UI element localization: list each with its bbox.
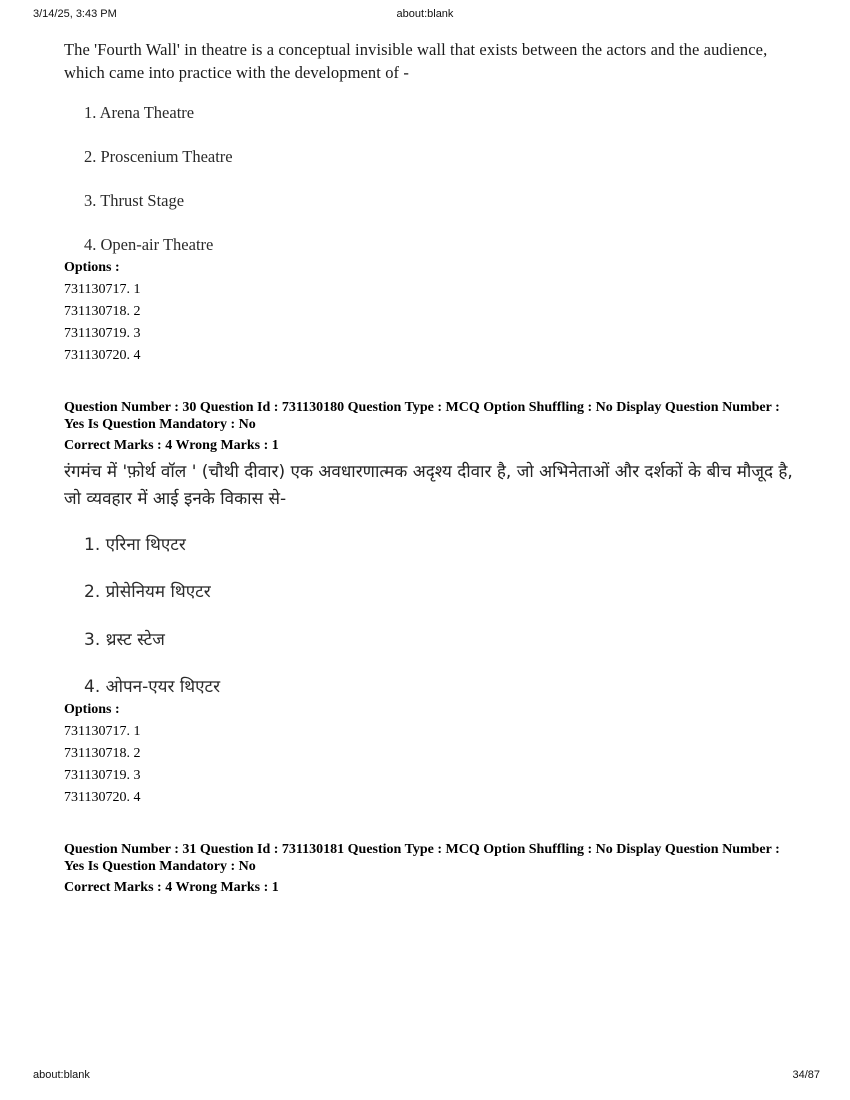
q29-option-3: 731130719. 3	[64, 326, 141, 341]
q29-option-4: 731130720. 4	[64, 348, 141, 363]
footer-url: about:blank	[33, 1069, 90, 1081]
q30-choice-3: 3. थ्रस्ट स्टेज	[84, 630, 165, 650]
page-number: 34/87	[792, 1069, 820, 1081]
q29-choice-4: 4. Open-air Theatre	[84, 235, 214, 254]
q30-option-1: 731130717. 1	[64, 724, 141, 739]
q29-choice-1: 1. Arena Theatre	[84, 103, 195, 122]
q30-choice-4: 4. ओपन-एयर थिएटर	[84, 677, 221, 697]
q30-options-label: Options :	[64, 702, 120, 717]
q30-option-4: 731130720. 4	[64, 790, 141, 805]
q29-choice-2: 2. Proscenium Theatre	[84, 147, 233, 166]
q29-options-label: Options :	[64, 260, 120, 275]
q31-marks: Correct Marks : 4 Wrong Marks : 1	[64, 880, 279, 895]
q30-option-2: 731130718. 2	[64, 746, 141, 761]
q30-option-3: 731130719. 3	[64, 768, 141, 783]
q30-marks: Correct Marks : 4 Wrong Marks : 1	[64, 438, 279, 453]
q29-choice-3: 3. Thrust Stage	[84, 191, 185, 210]
print-url: about:blank	[396, 8, 454, 20]
q30-choice-2: 2. प्रोसेनियम थिएटर	[84, 582, 211, 602]
q30-choice-1: 1. एरिना थिएटर	[84, 535, 186, 555]
print-datetime: 3/14/25, 3:43 PM	[33, 8, 117, 20]
question-30-text: रंगमंच में 'फ़ोर्थ वॉल ' (चौथी दीवार) एक अवधारणात्मक अदृश्य दीवार है, जो अभिनेताओं और दर्शकों के बीच मौजूद है, जो व्यवहार में आई इनके विकास से-	[64, 462, 793, 509]
q30-meta: Question Number : 30 Question Id : 731130180 Question Type : MCQ Option Shuffling : No Display Question Number : Yes Is Question Mandatory : No	[64, 400, 780, 432]
q31-meta: Question Number : 31 Question Id : 731130181 Question Type : MCQ Option Shuffling : No Display Question Number : Yes Is Question Mandatory : No	[64, 842, 780, 874]
q29-option-2: 731130718. 2	[64, 304, 141, 319]
question-29-text: The 'Fourth Wall' in theatre is a conceptual invisible wall that exists between the actors and the audience, which came into practice with the development of -	[64, 40, 768, 82]
q29-option-1: 731130717. 1	[64, 282, 141, 297]
